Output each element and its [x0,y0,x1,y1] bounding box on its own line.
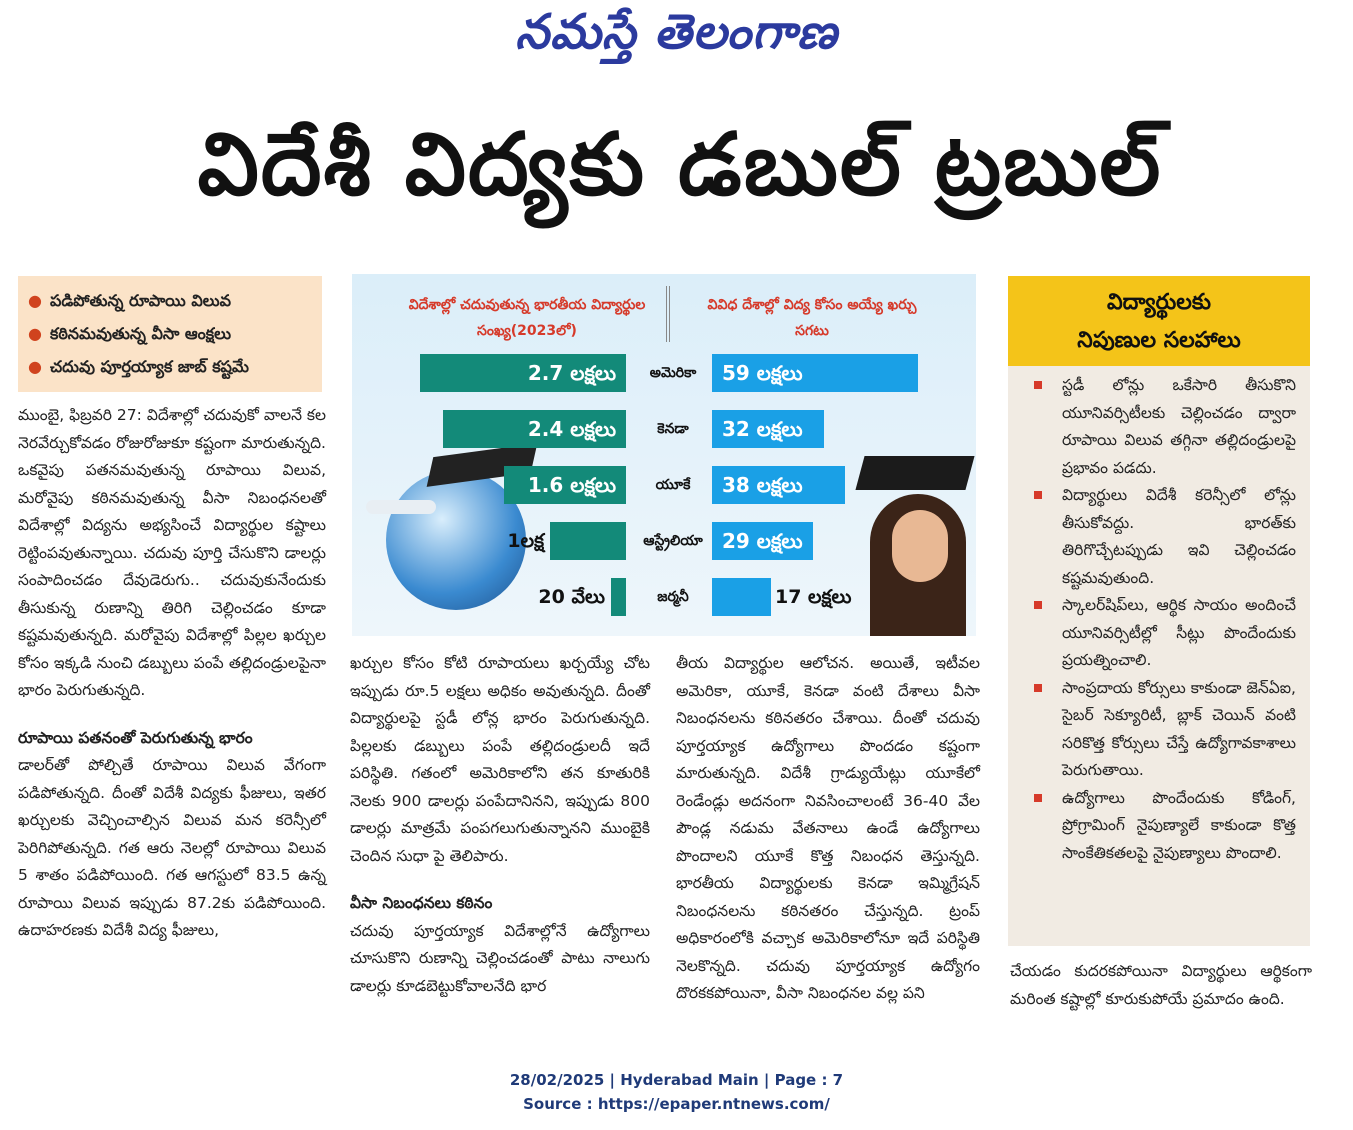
country-label: కెనడా [657,421,689,437]
headline: విదేశీ విద్యకు డబుల్ ట్రబుల్ [197,115,1163,215]
article-subheading: వీసా నిబంధనలు కఠినం [350,894,493,912]
bullet-icon: ● [28,291,42,310]
article-paragraph: ఖర్చుల కోసం కోటి రూపాయలు ఖర్చయ్యే చోట ఇప్పుడు రూ.5 లక్షలు అధికం అవుతున్నది. దీంతో విద్యార్థులపై స్టడీ లోన్ల భారం పెరుగుతున్నది. పిల్లలకు డబ్బులు పంపే తల్లిదండ్రులదీ ఇదే పరిస్థితి. గతంలో అమెరికాలోని తన కూతురికి నెలకు 900 డాలర్లు పంపేదానినని, ఇప్పుడు 800 డాలర్లు మాత్రమే పంపగలుగుతున్నానని ముంబైకి చెందిన సుధా పై తెలిపారు. [350,654,650,865]
cost-value-label: 17 లక్షలు [775,586,852,608]
advice-item: విద్యార్థులు విదేశీ కరెన్సీలో లోన్లు తీసుకోవద్దు. భారత్‌కు తిరిగొచ్చేటప్పుడు ఇవి చెల్లించడం కష్టమవుతుంది. [1026,482,1296,592]
cost-bar: 59 లక్షలు [712,354,918,392]
students-bar: 2.7 లక్షలు [420,354,626,392]
article-column-4 [1010,958,1312,1013]
advice-item: సాంప్రదాయ కోర్సులు కాకుండా జెన్‌ఏఐ, సైబర్ సెక్యూరిటీ, బ్లాక్ చెయిన్ వంటి సరికొత్త కోర్సులు చేస్తే ఉద్యోగావకాశాలు పెరుగుతాయి. [1026,675,1296,785]
expert-advice-box [1008,276,1310,946]
highlight-item: ● కఠినమవుతున్న వీసా ఆంక్షలు [28,324,232,343]
bullet-icon: ● [28,357,42,376]
graduate-face [892,510,948,582]
cost-bar: 32 లక్షలు [712,410,824,448]
advice-title: విద్యార్థులకు నిపుణుల సలహాలు [1008,276,1310,366]
article-subheading: రూపాయి పతనంతో పెరుగుతున్న భారం [18,728,253,747]
highlights-box [18,276,322,392]
source-link[interactable]: Source : https://epaper.ntnews.com/ [523,1095,830,1113]
square-bullet-icon [1034,794,1042,802]
article-column-3 [676,650,980,1008]
article-paragraph: చేయడం కుదరకపోయినా విద్యార్థులు ఆర్థికంగా మరింత కష్టాల్లో కూరుకుపోయే ప్రమాదం ఉంది. [1010,962,1312,1008]
highlight-item: ● పడిపోతున్న రూపాయి విలువ [28,291,231,310]
students-bar [611,578,626,616]
title-divider [666,286,670,342]
graduation-cap-icon [855,456,974,490]
bullet-icon: ● [28,324,42,343]
highlight-item: ● చదువు పూర్తయ్యాక జాబ్ కష్టమే [28,357,249,376]
advice-item: స్టడీ లోన్లు ఒకేసారి తీసుకొని యూనివర్సిటీలకు చెల్లించడం ద్వారా రూపాయి విలువ తగ్గినా తల్లిదండ్రులపై ప్రభావం పడదు. [1026,372,1296,482]
cost-bar: 38 లక్షలు [712,466,845,504]
advice-item: స్కాలర్‌షిప్‌లు, ఆర్థిక సాయం అందించే యూనివర్సిటీల్లో సీట్లు పొందేందుకు ప్రయత్నించాలి. [1026,592,1296,675]
square-bullet-icon [1034,684,1042,692]
infographic [352,274,976,636]
cost-chart-title: వివిధ దేశాల్లో విద్య కోసం అయ్యే ఖర్చు సగటు [707,297,917,339]
country-label: ఆస్ట్రేలియా [643,533,703,549]
edition-info: 28/02/2025 | Hyderabad Main | Page : 7 [509,1071,844,1089]
article-paragraph: డాలర్‌తో పోల్చితే రూపాయి విలువ వేగంగా పడిపోతున్నది. దీంతో విదేశీ విద్యకు ఫీజులు, ఇతర ఖర్చులకు వెచ్చించాల్సిన విలువ మన కరెన్సీలో పెరిగిపోతున్నది. గత ఆరు నెలల్లో రూపాయి విలువ 5 శాతం పడిపోయింది. గత ఆగస్టులో 83.5 ఉన్న రూపాయి విలువ ఇప్పుడు 87.2కు పడిపోయింది. ఉదాహరణకు విదేశీ విద్య ఫీజులు, [18,756,326,939]
square-bullet-icon [1034,381,1042,389]
square-bullet-icon [1034,601,1042,609]
students-chart-title: విదేశాల్లో చదువుతున్న భారతీయ విద్యార్థుల సంఖ్య(2023లో) [408,297,646,339]
article-column-2 [350,650,650,1000]
article-paragraph: ముంబై, ఫిబ్రవరి 27: విదేశాల్లో చదువుకో వాలనే కల నెరవేర్చుకోవడం రోజురోజుకూ కష్టంగా మారుతున్నది. ఒకవైపు పతనమవుతున్న రూపాయి విలువ, మరోవైపు కఠినమవుతున్న వీసా నిబంధనలతో విదేశాల్లో విద్యను అభ్యసించే విద్యార్థుల కష్టాలు రెట్టింపవుతున్నాయి. చదువు పూర్తి చేసుకొని డాలర్లు సంపాదించడం దేవుడెరుగు.. చదువుకునేందుకు తీసుకున్న రుణాన్ని తిరిగి చెల్లించడం కూడా కష్టమవుతున్నది. మరోవైపు విదేశాల్లో పిల్లల ఖర్చుల కోసం ఇక్కడి నుంచి డబ్బులు పంపే తల్లిదండ్రులపైనా భారం పెరుగుతున్నది. [18,406,326,699]
country-label: అమెరికా [649,365,697,381]
students-value-label: 20 వేలు [538,586,605,608]
article-column-1 [18,402,326,945]
country-label: యూకే [655,477,691,493]
cost-bar [712,578,771,616]
students-bar [550,522,626,560]
country-label: జర్మనీ [657,589,689,605]
advice-item: ఉద్యోగాలు పొందేందుకు కోడింగ్, ప్రోగ్రామింగ్ నైపుణ్యాలే కాకుండా కొత్త సాంకేతికతలపై నైపుణ్యాలు పొందాలి. [1026,785,1296,868]
students-bar: 1.6 లక్షలు [504,466,626,504]
airplane-icon [366,500,436,514]
article-paragraph: చదువు పూర్తయ్యాక విదేశాల్లోనే ఉద్యోగాలు చూసుకొని రుణాన్ని చెల్లించడంతో పాటు నాలుగు డాలర్లు కూడబెట్టుకోవాలనేది భార [350,921,650,995]
page-footer [0,1068,1353,1116]
square-bullet-icon [1034,491,1042,499]
masthead-logo: నమస్తే తెలంగాణ [515,4,838,60]
students-bar: 2.4 లక్షలు [443,410,626,448]
students-value-label: 1లక్ష [507,530,544,552]
article-paragraph: తీయ విద్యార్థుల ఆలోచన. అయితే, ఇటీవల అమెరికా, యూకే, కెనడా వంటి దేశాలు వీసా నిబంధనలను కఠినతరం చేశాయి. దీంతో చదువు పూర్తయ్యాక ఉద్యోగాలు పొందడం కష్టంగా మారుతున్నది. విదేశీ గ్రాడ్యుయేట్లు యూకేలో రెండేండ్లు అదనంగా నివసించాలంటే 36-40 వేల పౌండ్ల నడుమ వేతనాలు ఉండే ఉద్యోగాలు పొందాలని యూకే కొత్త నిబంధన తెస్తున్నది. భారతీయ విద్యార్థులకు కెనడా ఇమ్మిగ్రేషన్ నిబంధనలను కఠినతరం చేస్తున్నది. ట్రంప్ అధికారంలోకి వచ్చాక అమెరికాలోనూ ఇదే పరిస్థితి నెలకొన్నది. చదువు పూర్తయ్యాక ఉద్యోగం దొరకకపోయినా, వీసా నిబంధనల వల్ల పని [676,654,980,1002]
cost-bar: 29 లక్షలు [712,522,813,560]
